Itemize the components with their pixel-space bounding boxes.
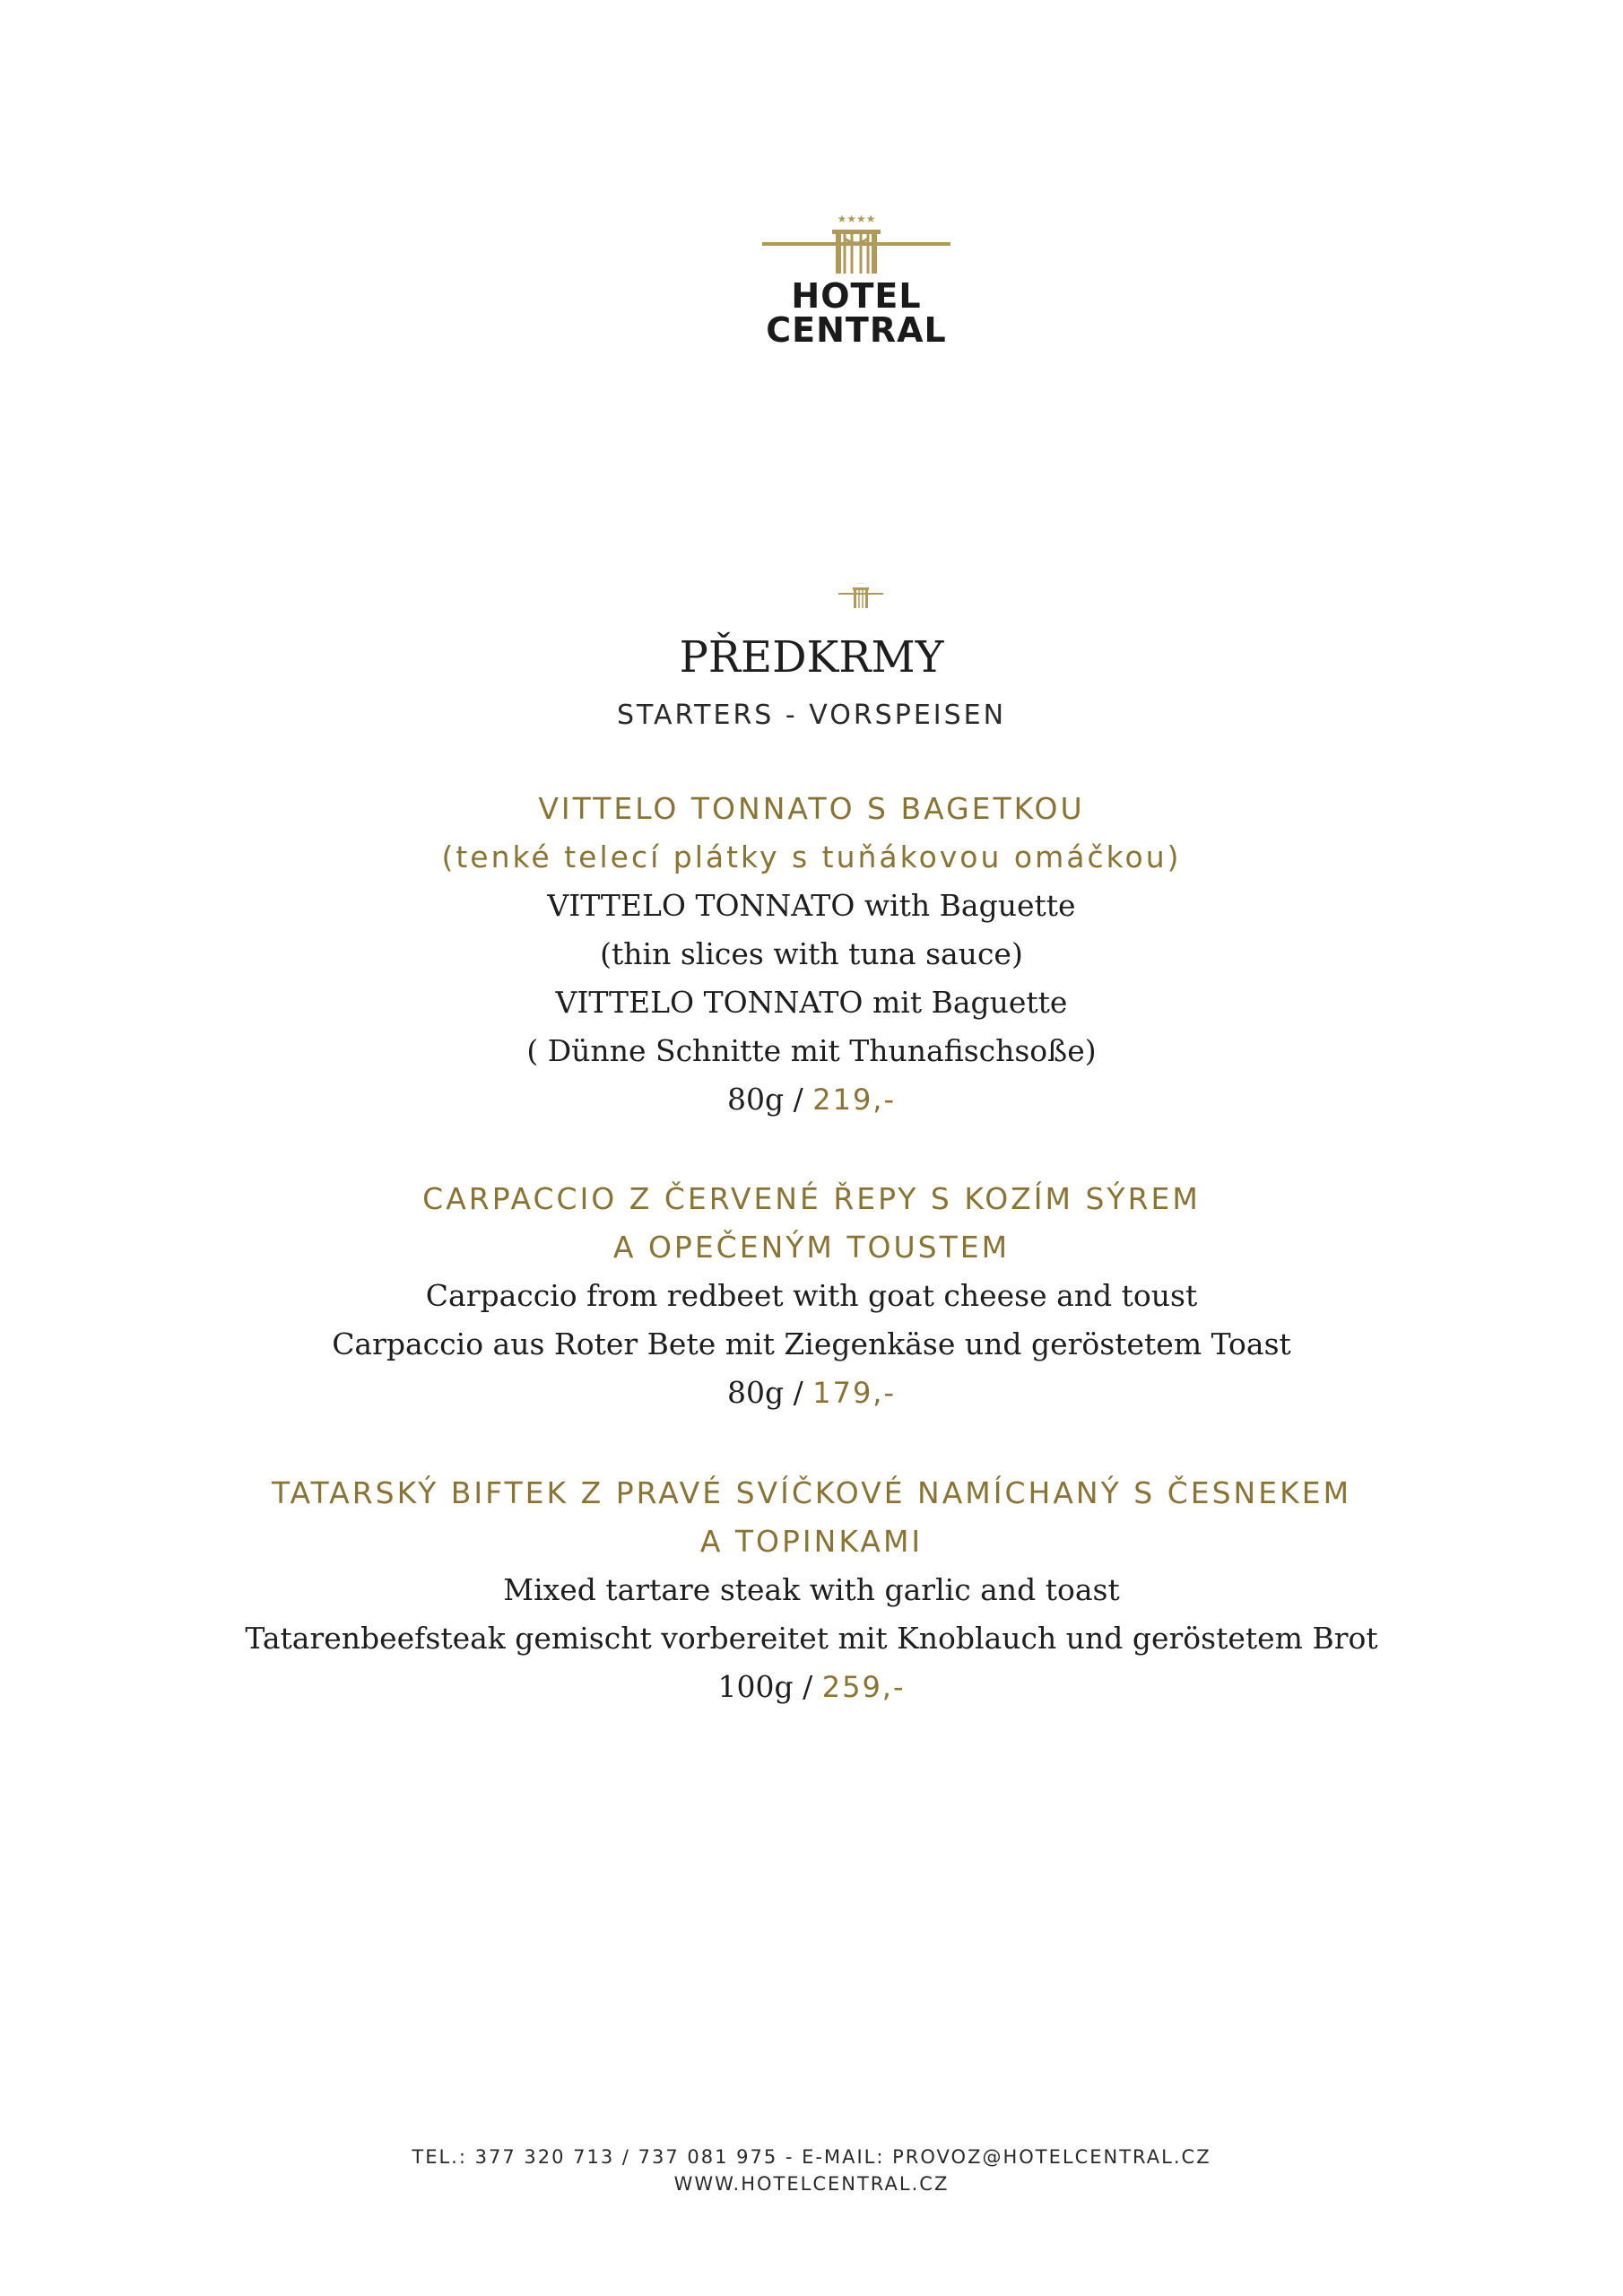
- dish-item: [0, 1469, 1623, 1711]
- dish-name-cz: TATARSKÝ BIFTEK Z PRAVÉ SVÍČKOVÉ NAMÍCHANÝ S ČESNEKEM: [271, 1475, 1352, 1510]
- dish-desc: ( Dünne Schnitte mit Thunafischsoße): [526, 1033, 1097, 1068]
- dish-name-cz: VITTELO TONNATO S BAGETKOU: [538, 791, 1085, 826]
- dish-price: 179,-: [812, 1376, 897, 1410]
- svg-text:····: ····: [857, 581, 864, 587]
- dish-price: 259,-: [821, 1670, 906, 1704]
- dish-name-cz-sub: A TOPINKAMI: [699, 1524, 924, 1559]
- dish-weight: 80g /: [726, 1375, 803, 1410]
- dish-price-line: [0, 1369, 1623, 1417]
- dish-desc: VITTELO TONNATO mit Baguette: [555, 985, 1068, 1020]
- dish-item: [0, 1175, 1623, 1417]
- dish-desc: Mixed tartare steak with garlic and toast: [503, 1572, 1120, 1607]
- dish-price: 219,-: [812, 1083, 897, 1117]
- logo-line-hotel: HOTEL: [791, 276, 922, 316]
- footer-website[interactable]: WWW.HOTELCENTRAL.CZ: [673, 2173, 950, 2195]
- section-subtitle: STARTERS - VORSPEISEN: [616, 700, 1007, 731]
- dish-desc: Carpaccio from redbeet with goat cheese and toust: [425, 1278, 1198, 1313]
- dish-desc: VITTELO TONNATO with Baguette: [547, 888, 1076, 923]
- dish-price-line: [0, 1075, 1623, 1124]
- dish-desc: Tatarenbeefsteak gemischt vorbereitet mit Knoblauch und geröstetem Brot: [245, 1621, 1378, 1656]
- dish-desc: Carpaccio aus Roter Bete mit Ziegenkäse und geröstetem Toast: [332, 1326, 1291, 1361]
- hotel-logo: [762, 208, 950, 356]
- dish-desc: (thin slices with tuna sauce): [600, 936, 1023, 971]
- dish-weight: 80g /: [726, 1082, 803, 1117]
- logo-line-central: CENTRAL: [766, 310, 947, 350]
- dish-name-cz-sub: A OPEČENÝM TOUSTEM: [612, 1230, 1011, 1265]
- footer-contact: TEL.: 377 320 713 / 737 081 975 - E-MAIL: PROVOZ@HOTELCENTRAL.CZ: [412, 2146, 1211, 2168]
- small-emblem-icon: [838, 578, 883, 610]
- dish-weight: 100g /: [717, 1669, 813, 1704]
- dish-price-line: [0, 1663, 1623, 1711]
- hotel-emblem-icon: [762, 208, 950, 280]
- dish-name-cz: CARPACCIO Z ČERVENÉ ŘEPY S KOZÍM SÝREM: [422, 1181, 1201, 1216]
- section-title: PŘEDKRMY: [679, 632, 944, 683]
- logo-stars: ★★★★: [837, 213, 876, 225]
- dish-name-cz-sub: (tenké telecí plátky s tuňákovou omáčkou): [441, 839, 1182, 874]
- footer: [0, 2144, 1623, 2197]
- dish-item: [0, 785, 1623, 1124]
